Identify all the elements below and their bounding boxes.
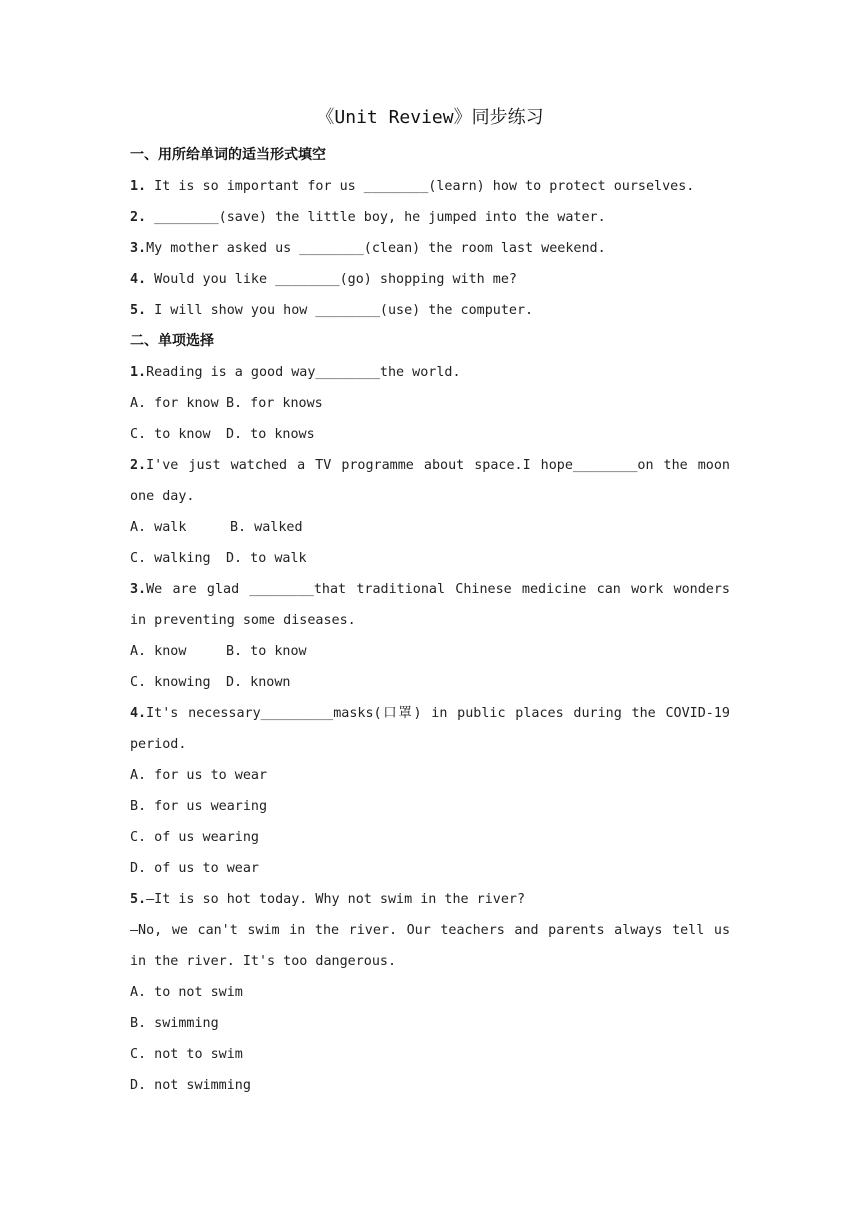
- question-number: 5.: [130, 892, 147, 907]
- option-d: D. to knows: [226, 427, 315, 442]
- question-text: ________(save) the little boy, he jumped into the water.: [146, 210, 606, 225]
- question-dialogue-line: —No, we can't swim in the river. Our teachers and parents always tell us in the river. It's too dangerous.: [130, 923, 730, 969]
- question-number: 2.: [130, 458, 147, 473]
- choice-question: [130, 698, 730, 760]
- option-c: C. not to swim: [130, 1047, 243, 1062]
- question-number: 4.: [130, 706, 147, 721]
- question-number: 1.: [130, 365, 147, 380]
- question-text: We are glad ________that traditional Chinese medicine can work wonders in preventing some diseases.: [130, 582, 730, 628]
- question-text: Reading is a good way________the world.: [146, 365, 461, 380]
- question-number: 4.: [130, 272, 147, 287]
- option-d: D. to walk: [226, 551, 307, 566]
- choice-question: [130, 357, 730, 388]
- option-b: B. for knows: [226, 396, 323, 411]
- option-b: B. to know: [226, 644, 307, 659]
- question-number: 3.: [130, 241, 147, 256]
- question-number: 1.: [130, 179, 147, 194]
- page-title: 《Unit Review》同步练习: [316, 107, 544, 128]
- option-a: A. for know: [130, 396, 219, 411]
- section-heading-multiple-choice: 二、单项选择: [130, 333, 214, 349]
- choice-question: [130, 884, 730, 915]
- fill-question: [130, 202, 730, 233]
- option-a: A. for us to wear: [130, 768, 268, 783]
- option-row: [130, 419, 730, 450]
- document-body: [130, 140, 730, 1101]
- option-c: C. to know: [130, 427, 211, 442]
- option-c: C. of us wearing: [130, 830, 259, 845]
- option-row: [130, 543, 730, 574]
- choice-question: [130, 574, 730, 636]
- question-text: I've just watched a TV programme about space.I hope________on the moon one day.: [130, 458, 730, 504]
- fill-question: [130, 171, 730, 202]
- option-row: [130, 667, 730, 698]
- option-d: D. not swimming: [130, 1078, 251, 1093]
- section-heading-fill-blank: 一、用所给单词的适当形式填空: [130, 147, 326, 163]
- option-a: A. walk: [130, 520, 187, 535]
- question-number: 5.: [130, 303, 147, 318]
- option-row: [130, 388, 730, 419]
- option-b: B. walked: [230, 520, 303, 535]
- option-c: C. knowing: [130, 675, 211, 690]
- question-text: Would you like ________(go) shopping with me?: [146, 272, 517, 287]
- option-d: D. of us to wear: [130, 861, 259, 876]
- question-number: 3.: [130, 582, 147, 597]
- question-number: 2.: [130, 210, 147, 225]
- question-text: It's necessary_________masks(口罩) in public places during the COVID-19 period.: [130, 706, 730, 752]
- question-text: My mother asked us ________(clean) the room last weekend.: [146, 241, 606, 256]
- option-b: B. swimming: [130, 1016, 219, 1031]
- fill-question: [130, 295, 730, 326]
- fill-question: [130, 233, 730, 264]
- option-row: [130, 512, 730, 543]
- option-d: D. known: [226, 675, 291, 690]
- fill-question: [130, 264, 730, 295]
- question-text: I will show you how ________(use) the computer.: [146, 303, 534, 318]
- option-row: [130, 636, 730, 667]
- choice-question: [130, 450, 730, 512]
- option-c: C. walking: [130, 551, 211, 566]
- question-text: —It is so hot today. Why not swim in the river?: [146, 892, 526, 907]
- option-a: A. know: [130, 644, 187, 659]
- option-a: A. to not swim: [130, 985, 243, 1000]
- question-text: It is so important for us ________(learn) how to protect ourselves.: [146, 179, 695, 194]
- option-b: B. for us wearing: [130, 799, 268, 814]
